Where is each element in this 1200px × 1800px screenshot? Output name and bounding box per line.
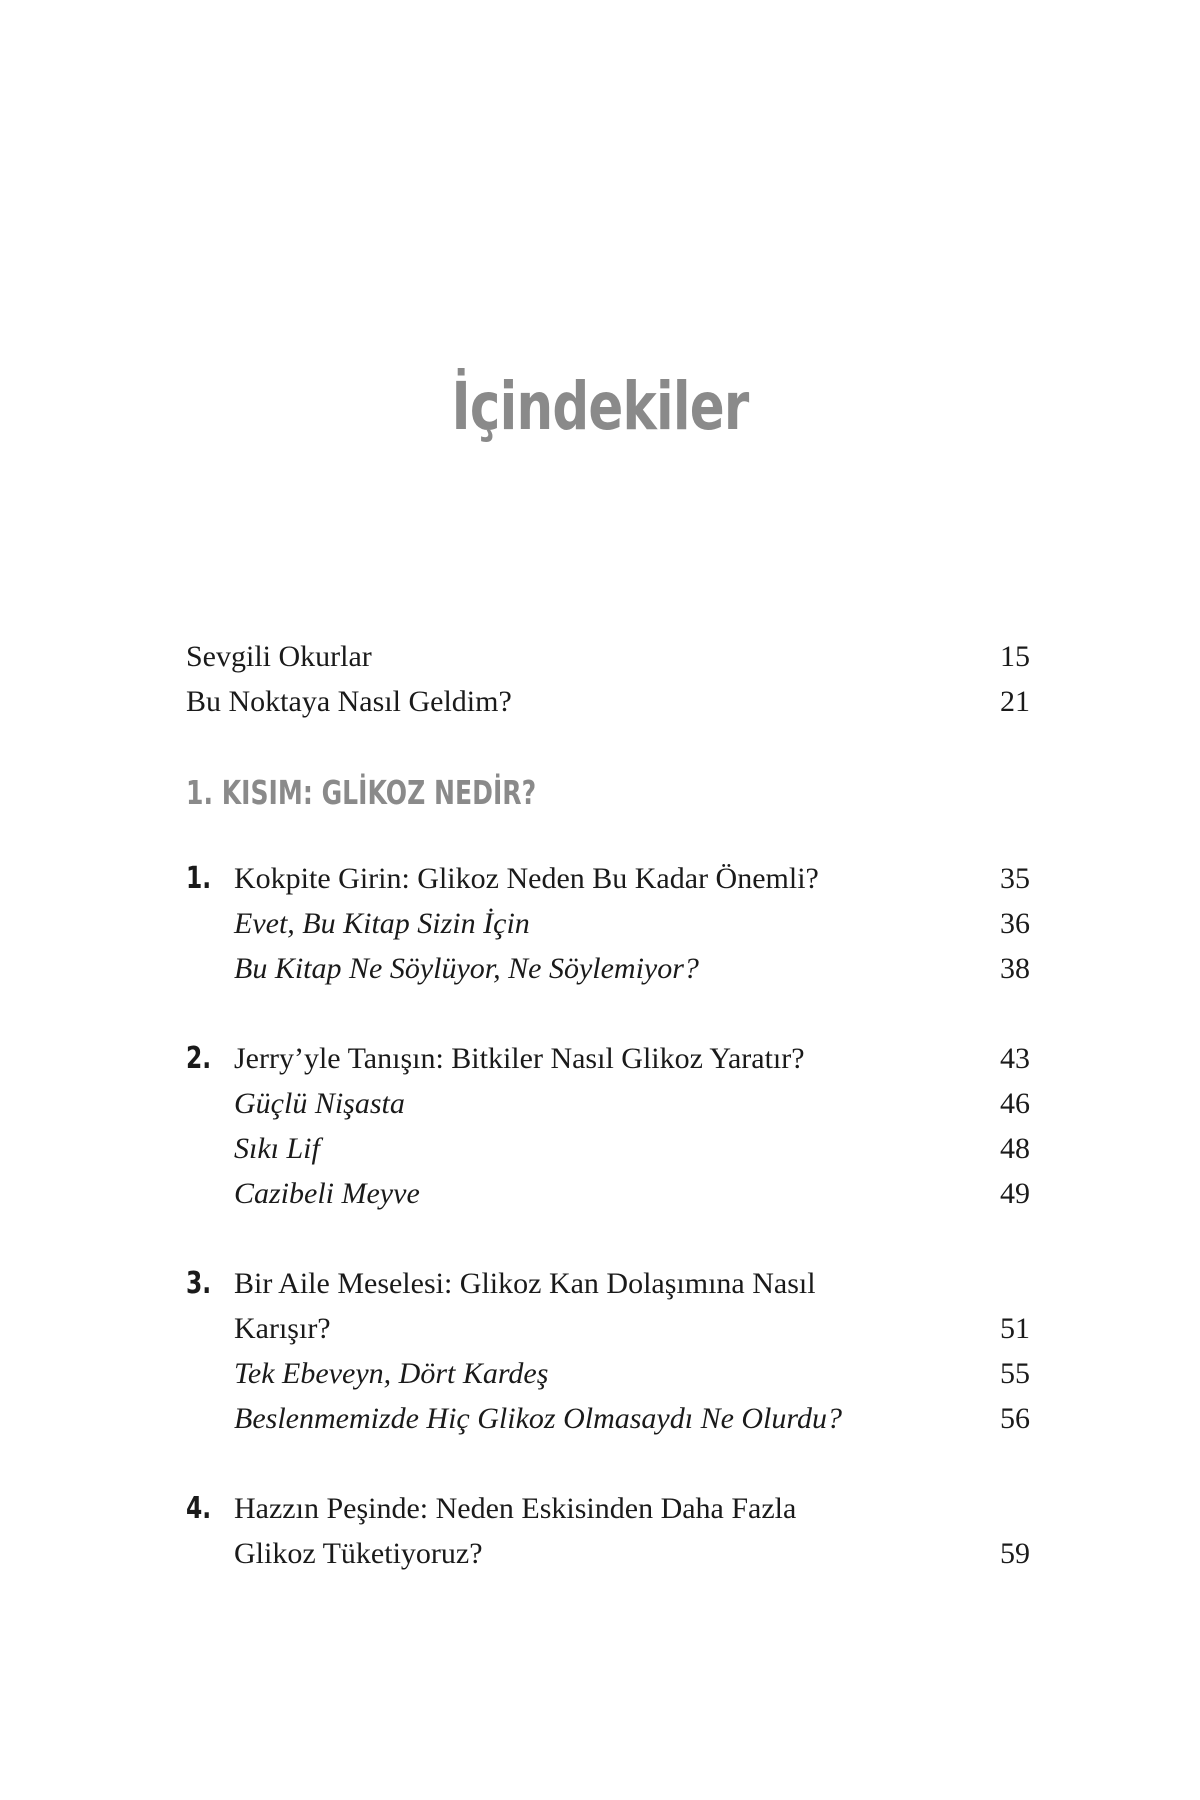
- toc-entry-label: Sevgili Okurlar: [186, 640, 372, 673]
- spacer: [186, 991, 1030, 1036]
- chapter-entry: [186, 1486, 1030, 1531]
- toc-entry-page: 38: [1000, 952, 1030, 985]
- chapter-title: Jerry’yle Tanışın: Bitkiler Nasıl Glikoz Yaratır?: [234, 1042, 805, 1075]
- chapter-entry: [186, 1036, 1030, 1081]
- spacer: [186, 1441, 1030, 1486]
- chapter-title: Bir Aile Meselesi: Glikoz Kan Dolaşımına Nasıl: [234, 1267, 816, 1300]
- toc-entry-page: 48: [1000, 1132, 1030, 1165]
- chapter-number: 2.: [186, 1041, 212, 1076]
- page-title: İçindekiler: [451, 368, 749, 445]
- subsection-title: Tek Ebeveyn, Dört Kardeş: [234, 1357, 549, 1390]
- toc-entry-page: 15: [1000, 640, 1030, 673]
- subsection-entry: [186, 1081, 1030, 1126]
- subsection-entry: [186, 1396, 1030, 1441]
- toc-entry-page: 46: [1000, 1087, 1030, 1120]
- toc-entry: [186, 679, 1030, 724]
- chapter-number: 1.: [186, 861, 212, 896]
- table-of-contents: [186, 634, 1030, 1576]
- chapter-title: Glikoz Tüketiyoruz?: [234, 1537, 483, 1570]
- subsection-title: Beslenmemizde Hiç Glikoz Olmasaydı Ne Olurdu?: [234, 1402, 842, 1435]
- chapter-entry: [186, 1261, 1030, 1306]
- part-heading: 1. KISIM: GLİKOZ NEDİR?: [186, 773, 537, 812]
- chapter-title: Karışır?: [234, 1312, 331, 1345]
- chapter-number: 3.: [186, 1266, 212, 1301]
- subsection-entry: [186, 946, 1030, 991]
- subsection-title: Evet, Bu Kitap Sizin İçin: [234, 907, 530, 940]
- subsection-entry: [186, 1351, 1030, 1396]
- subsection-entry: [186, 1126, 1030, 1171]
- chapter-entry: [186, 856, 1030, 901]
- toc-entry: [186, 634, 1030, 679]
- toc-entry-page: 36: [1000, 907, 1030, 940]
- toc-entry-page: 55: [1000, 1357, 1030, 1390]
- subsection-title: Sıkı Lif: [234, 1132, 320, 1165]
- subsection-entry: [186, 901, 1030, 946]
- subsection-title: Cazibeli Meyve: [234, 1177, 420, 1210]
- toc-entry-page: 21: [1000, 685, 1030, 718]
- toc-entry-page: 51: [1000, 1312, 1030, 1345]
- toc-entry-label: Bu Noktaya Nasıl Geldim?: [186, 685, 512, 718]
- toc-entry-page: 35: [1000, 862, 1030, 895]
- toc-entry-page: 56: [1000, 1402, 1030, 1435]
- subsection-entry: [186, 1171, 1030, 1216]
- subsection-title: Bu Kitap Ne Söylüyor, Ne Söylemiyor?: [234, 952, 699, 985]
- chapter-title-continued: [186, 1531, 1030, 1576]
- toc-entry-page: 59: [1000, 1537, 1030, 1570]
- chapter-title: Kokpite Girin: Glikoz Neden Bu Kadar Önemli?: [234, 862, 819, 895]
- chapter-number: 4.: [186, 1491, 212, 1526]
- toc-entry-page: 49: [1000, 1177, 1030, 1210]
- toc-entry-page: 43: [1000, 1042, 1030, 1075]
- chapter-title-continued: [186, 1306, 1030, 1351]
- chapter-title: Hazzın Peşinde: Neden Eskisinden Daha Fazla: [234, 1492, 797, 1525]
- spacer: [186, 1216, 1030, 1261]
- subsection-title: Güçlü Nişasta: [234, 1087, 405, 1120]
